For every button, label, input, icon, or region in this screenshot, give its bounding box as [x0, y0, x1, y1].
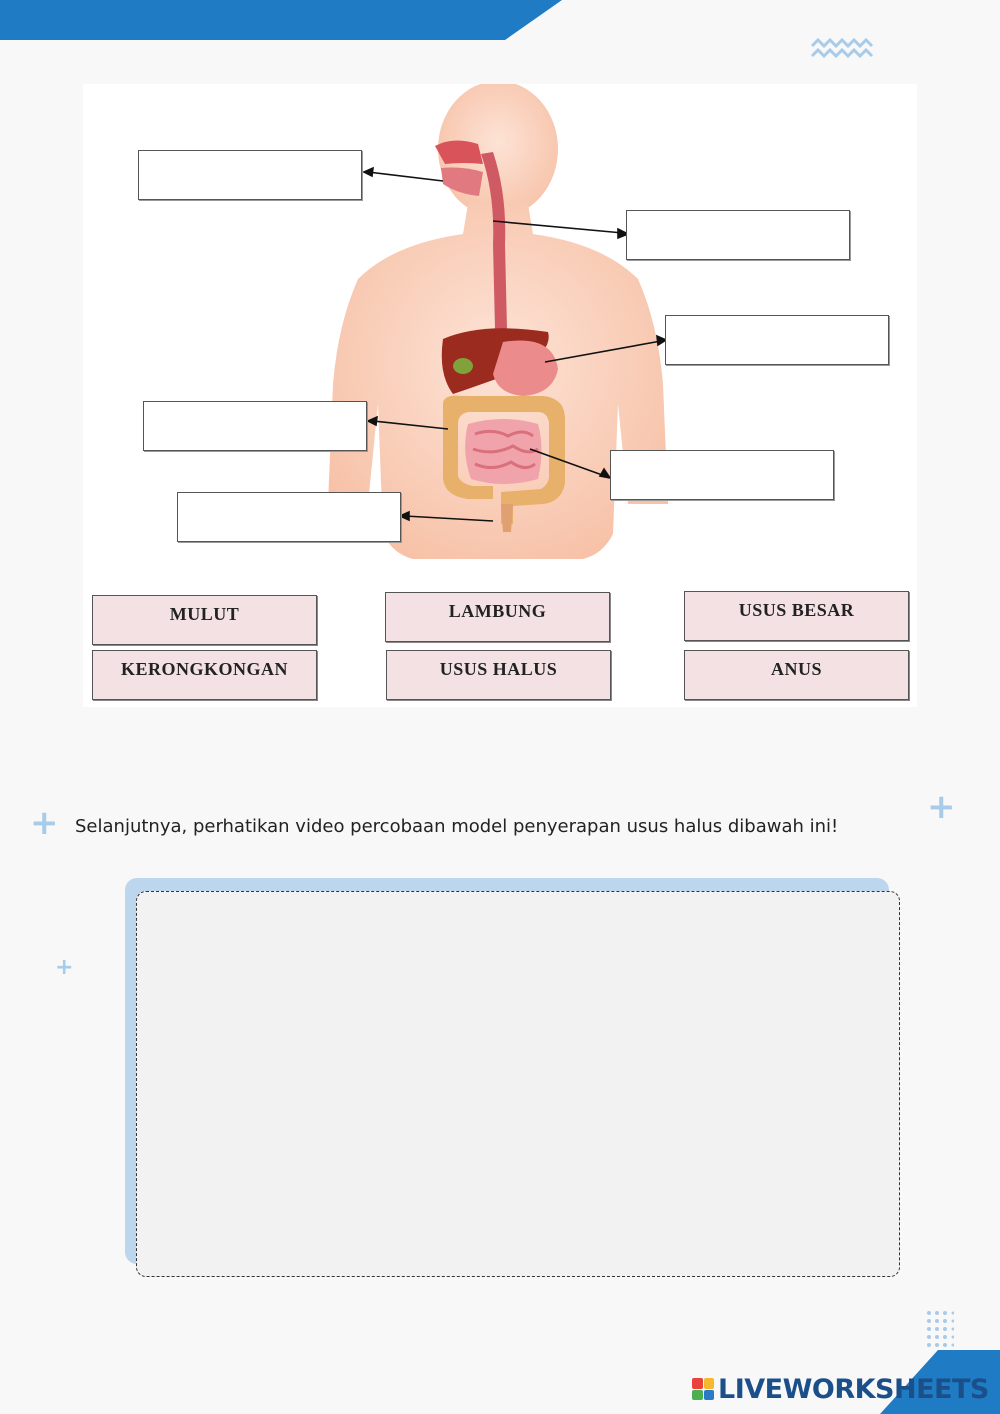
word-chip-label: LAMBUNG: [448, 601, 547, 621]
answer-box-small-intestine[interactable]: [610, 450, 834, 500]
word-chip-label: ANUS: [770, 659, 822, 679]
answer-box-large-intestine[interactable]: [143, 401, 367, 451]
word-chip-label: USUS HALUS: [439, 659, 558, 679]
plus-decoration-icon: +: [55, 955, 74, 980]
plus-decoration-icon: +: [927, 787, 956, 827]
instruction-text: Selanjutnya, perhatikan video percobaan model penyerapan usus halus dibawah ini!: [75, 816, 839, 837]
digestive-system-diagram: [83, 84, 917, 707]
word-chip-mulut[interactable]: [92, 595, 317, 645]
word-chip-usus-besar[interactable]: [684, 591, 909, 641]
liveworksheets-brand[interactable]: [692, 1372, 989, 1406]
dot-grid-decoration-icon: [926, 1310, 954, 1350]
answer-input-mouth[interactable]: [139, 151, 361, 199]
answer-box-mouth[interactable]: [138, 150, 362, 200]
word-chip-usus-halus[interactable]: [386, 650, 611, 700]
answer-box-stomach[interactable]: [665, 315, 889, 365]
answer-box-anus[interactable]: [177, 492, 401, 542]
word-chip-lambung[interactable]: [385, 592, 610, 642]
wave-decoration-icon: [810, 36, 884, 66]
video-player-area[interactable]: [136, 891, 900, 1277]
word-chip-kerongkongan[interactable]: [92, 650, 317, 700]
word-chip-label: USUS BESAR: [738, 600, 855, 620]
plus-decoration-icon: +: [30, 803, 59, 843]
answer-input-stomach[interactable]: [666, 316, 888, 364]
word-chip-anus[interactable]: [684, 650, 909, 700]
word-chip-label: MULUT: [169, 604, 240, 624]
answer-input-esophagus[interactable]: [627, 211, 849, 259]
answer-box-esophagus[interactable]: [626, 210, 850, 260]
brand-name: LIVEWORKSHEETS: [718, 1373, 989, 1405]
liveworksheets-logo-icon: [692, 1378, 714, 1400]
answer-input-anus[interactable]: [178, 493, 400, 541]
answer-input-large-intestine[interactable]: [144, 402, 366, 450]
word-chip-label: KERONGKONGAN: [120, 659, 288, 679]
answer-input-small-intestine[interactable]: [611, 451, 833, 499]
